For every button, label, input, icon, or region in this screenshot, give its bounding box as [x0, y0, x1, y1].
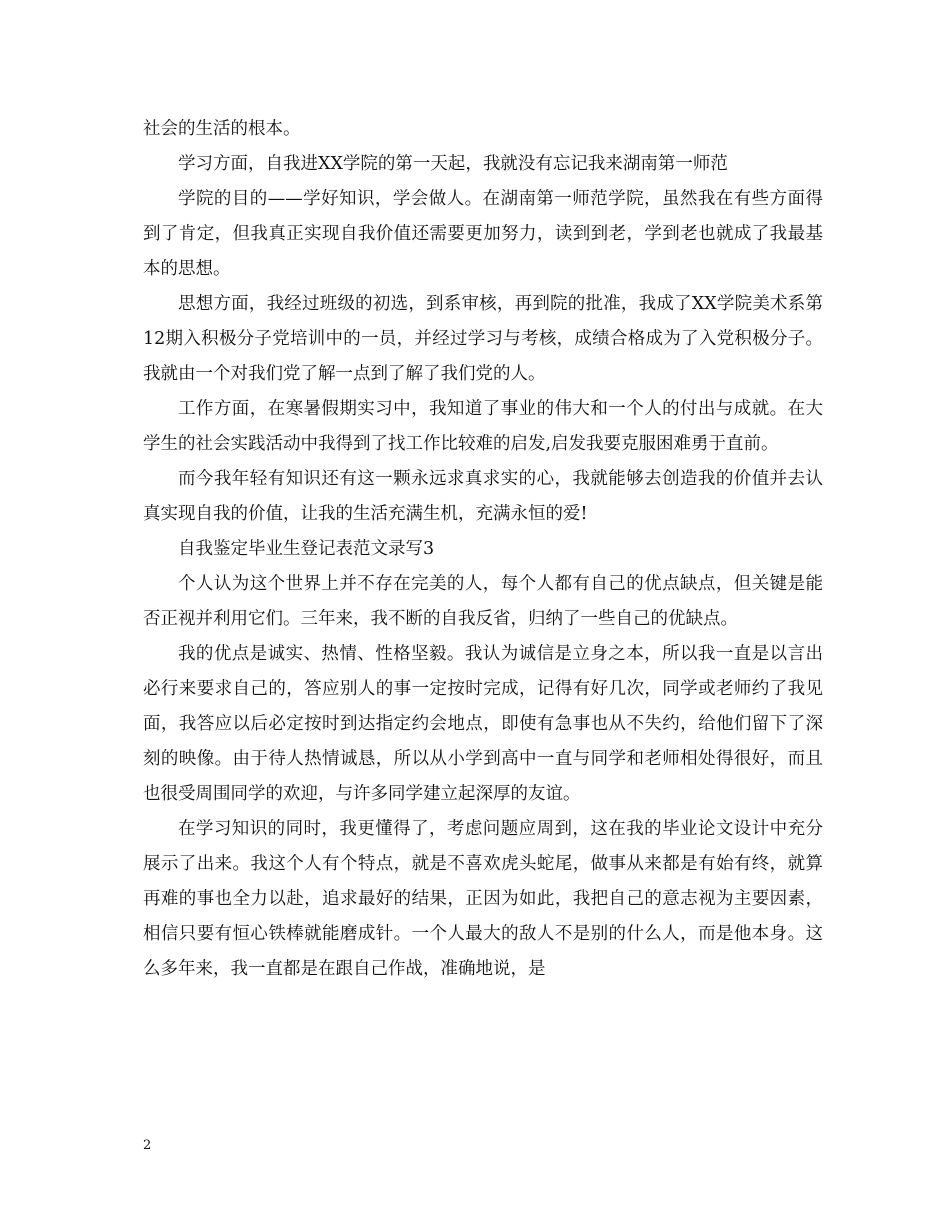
- paragraph-2: 学习方面，自我进XX学院的第一天起，我就没有忘记我来湖南第一师范: [178, 154, 728, 174]
- paragraph-4: 思想方面，我经过班级的初选，到系审核，再到院的批准，我成了XX学院美术系第12期入积极分子党培训中的一员，并经过学习与考核，成绩合格成为了入党积极分子。我就由一个对我们党了解一点到了解了我们党的人。: [143, 294, 823, 384]
- paragraph-9: 我的优点是诚实、热情、性格坚毅。我认为诚信是立身之本，所以我一直是以言出必行来要求自己的，答应别人的事一定按时完成，记得有好几次，同学或老师约了我见面，我答应以后必定按时到达指定约会地点，即使有急事也从不失约，给他们留下了深刻的映像。由于待人热情诚恳，所以从小学到高中一直与同学和老师相处得很好，而且也很受周围同学的欢迎，与许多同学建立起深厚的友谊。: [143, 644, 823, 804]
- paragraph-10: 在学习知识的同时，我更懂得了，考虑问题应周到，这在我的毕业论文设计中充分展示了出来。我这个人有个特点，就是不喜欢虎头蛇尾，做事从来都是有始有终，就算再难的事也全力以赴，追求最好的结果，正因为如此，我把自己的意志视为主要因素，相信只要有恒心铁棒就能磨成针。一个人最大的敌人不是别的什么人，而是他本身。这么多年来，我一直都是在跟自己作战，准确地说，是: [143, 819, 823, 979]
- body-text: [143, 112, 823, 987]
- page-number: 2: [143, 1138, 152, 1153]
- paragraph-6: 而今我年轻有知识还有这一颗永远求真求实的心，我就能够去创造我的价值并去认真实现自我的价值，让我的生活充满生机，充满永恒的爱!: [143, 469, 823, 524]
- paragraph-8: 个人认为这个世界上并不存在完美的人，每个人都有自己的优点缺点，但关键是能否正视并利用它们。三年来，我不断的自我反省，归纳了一些自己的优缺点。: [143, 574, 823, 629]
- paragraph-5: 工作方面，在寒暑假期实习中，我知道了事业的伟大和一个人的付出与成就。在大学生的社会实践活动中我得到了找工作比较难的启发,启发我要克服困难勇于直前。: [143, 399, 823, 454]
- paragraph-1: 社会的生活的根本。: [143, 119, 301, 139]
- section-heading: 自我鉴定毕业生登记表范文录写3: [178, 539, 435, 559]
- paragraph-3: 学院的目的——学好知识，学会做人。在湖南第一师范学院，虽然我在有些方面得到了肯定，但我真正实现自我价值还需要更加努力，读到到老，学到老也就成了我最基本的思想。: [143, 189, 823, 279]
